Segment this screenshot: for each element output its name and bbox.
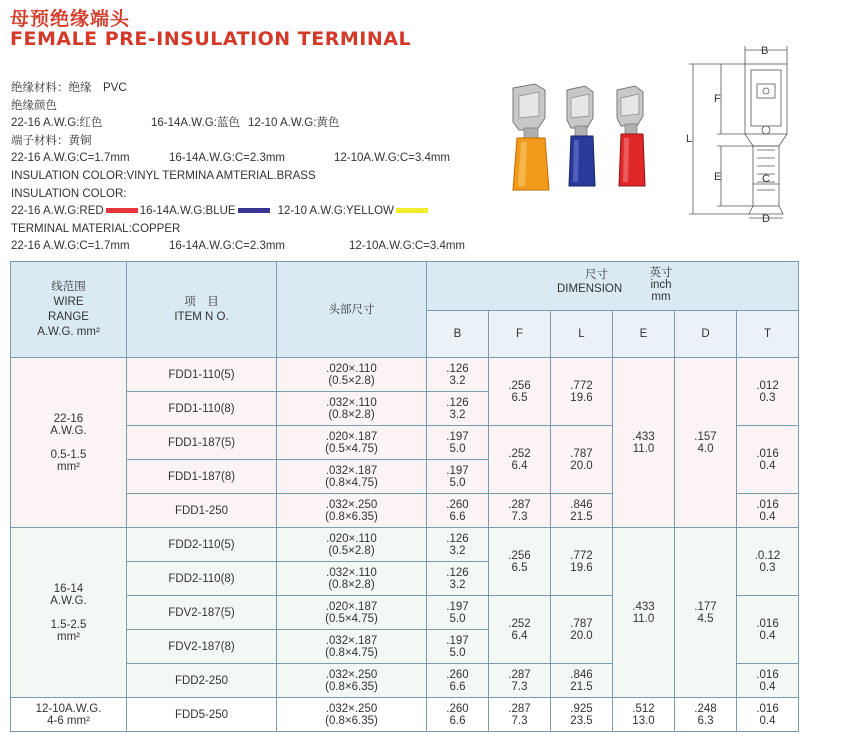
dim-f-cell: .287 7.3 (489, 494, 551, 528)
dim-f-cell: .287 7.3 (489, 698, 551, 732)
dim-t-cell: .016 0.4 (737, 596, 799, 664)
item-no-cell: FDD1-187(8) (127, 460, 277, 494)
head-size-cell: .020×.187 (0.5×4.75) (277, 596, 427, 630)
spec-cn-material: 绝缘材料：绝缘 PVC (11, 82, 127, 94)
head-size-cell: .032×.110 (0.8×2.8) (277, 562, 427, 596)
dim-l-cell: .772 19.6 (551, 358, 613, 426)
dim-l-cell: .787 20.0 (551, 426, 613, 494)
spec-cn-terminal: 端子材料：黄铜 (11, 134, 92, 147)
spec-en-material: INSULATION COLOR:VINYL TERMINA AMTERIAL.BRASS (11, 169, 316, 182)
drawing-label-e: E (714, 171, 722, 183)
spec-cn-color-2: 12-10 A.W.G:黄色 (248, 117, 340, 130)
header-col-l: L (551, 311, 613, 358)
head-size-cell: .032×.110 (0.8×2.8) (277, 392, 427, 426)
head-size-cell: .020×.110 (0.5×2.8) (277, 358, 427, 392)
spec-cn-color-0: 22-16 A.W.G:红色 (11, 117, 103, 130)
yellow-color-swatch (396, 208, 428, 213)
dim-e-cell: .433 11.0 (613, 528, 675, 698)
dim-t-cell: .016 0.4 (737, 494, 799, 528)
head-size-cell: .032×.250 (0.8×6.35) (277, 664, 427, 698)
item-no-cell: FDV2-187(5) (127, 596, 277, 630)
spec-en-color-title: INSULATION COLOR: (11, 187, 127, 200)
dim-b-cell: .197 5.0 (427, 630, 489, 664)
table-row (11, 528, 799, 562)
spec-table (10, 261, 799, 732)
dim-f-cell: .256 6.5 (489, 528, 551, 596)
header-dimension (427, 262, 799, 311)
header-unit: 英寸 inch mm (649, 267, 673, 303)
dim-b-cell: .197 5.0 (427, 426, 489, 460)
dim-f-cell: .252 6.4 (489, 596, 551, 664)
page-title-english: FEMALE PRE-INSULATION TERMINAL (10, 28, 412, 50)
spec-en-color-blue: 16-14A.W.G:BLUE (139, 205, 236, 218)
item-no-cell: FDD2-250 (127, 664, 277, 698)
spec-cn-c-2: 12-10A.W.G:C=3.4mm (334, 152, 450, 165)
dim-d-cell: .177 4.5 (675, 528, 737, 698)
dim-b-cell: .126 3.2 (427, 528, 489, 562)
dim-t-cell: .016 0.4 (737, 664, 799, 698)
table-row (11, 698, 799, 732)
header-col-b: B (427, 311, 489, 358)
terminal-product-photo (505, 78, 675, 193)
dim-b-cell: .260 6.6 (427, 664, 489, 698)
orange-terminal-image (513, 84, 549, 190)
header-col-t: T (737, 311, 799, 358)
dim-b-cell: .126 3.2 (427, 392, 489, 426)
spec-cn-colors (11, 115, 501, 133)
dim-t-cell: .016 0.4 (737, 698, 799, 732)
wire-range-cell: 12-10A.W.G. 4-6 mm² (11, 698, 127, 732)
header-col-f: F (489, 311, 551, 358)
red-color-swatch (106, 208, 138, 213)
dim-e-cell: .433 11.0 (613, 358, 675, 528)
dim-b-cell: .197 5.0 (427, 596, 489, 630)
item-no-cell: FDD1-187(5) (127, 426, 277, 460)
spec-en-c-1: 16-14A.W.G:C=2.3mm (169, 240, 285, 253)
spec-en-color-yellow: 12-10 A.W.G:YELLOW (277, 205, 394, 218)
dim-f-cell: .252 6.4 (489, 426, 551, 494)
dim-t-cell: .016 0.4 (737, 426, 799, 494)
spec-cn-color-title: 绝缘颜色 (11, 99, 57, 112)
spec-en-c-2: 12-10A.W.G:C=3.4mm (349, 240, 465, 253)
spec-en-colors (11, 203, 501, 221)
item-no-cell: FDD2-110(8) (127, 562, 277, 596)
spec-en-c (11, 238, 501, 256)
dim-l-cell: .925 23.5 (551, 698, 613, 732)
dim-e-cell: .512 13.0 (613, 698, 675, 732)
dim-f-cell: .287 7.3 (489, 664, 551, 698)
drawing-label-b: B (761, 45, 769, 57)
head-size-cell: .032×.187 (0.8×4.75) (277, 460, 427, 494)
dim-b-cell: .197 5.0 (427, 460, 489, 494)
material-specs (11, 80, 501, 256)
header-wire-range: 线范围 WIRE RANGE A.W.G. mm² (11, 262, 127, 358)
dim-b-cell: .260 6.6 (427, 494, 489, 528)
spec-cn-color-1: 16-14A.W.G:蓝色 (151, 117, 240, 130)
header-dimension-en: DIMENSION (557, 283, 623, 295)
blue-terminal-image (567, 86, 595, 186)
header-col-e: E (613, 311, 675, 358)
drawing-label-f: F (714, 93, 721, 105)
dim-t-cell: .0.12 0.3 (737, 528, 799, 596)
dim-t-cell: .012 0.3 (737, 358, 799, 426)
dim-l-cell: .787 20.0 (551, 596, 613, 664)
dim-l-cell: .846 21.5 (551, 494, 613, 528)
head-size-cell: .032×.187 (0.8×4.75) (277, 630, 427, 664)
header-item-no: 项 目 ITEM N O. (127, 262, 277, 358)
drawing-label-c: C (762, 173, 770, 185)
spec-cn-c-1: 16-14A.W.G:C=2.3mm (169, 152, 285, 165)
dim-f-cell: .256 6.5 (489, 358, 551, 426)
item-no-cell: FDD5-250 (127, 698, 277, 732)
head-size-cell: .020×.187 (0.5×4.75) (277, 426, 427, 460)
spec-en-c-0: 22-16 A.W.G:C=1.7mm (11, 240, 130, 253)
spec-cn-c (11, 150, 501, 168)
header-col-d: D (675, 311, 737, 358)
header-dimension-cn: 尺寸 (585, 269, 608, 281)
red-terminal-image (617, 86, 645, 186)
spec-en-color-red: 22-16 A.W.G:RED (11, 205, 104, 218)
blue-color-swatch (238, 208, 270, 213)
dim-b-cell: .126 3.2 (427, 358, 489, 392)
drawing-label-d: D (762, 213, 770, 222)
item-no-cell: FDD1-110(5) (127, 358, 277, 392)
dim-l-cell: .772 19.6 (551, 528, 613, 596)
page-title-chinese: 母预绝缘端头 (10, 8, 131, 30)
wire-range-cell: 16-14 A.W.G. 1.5-2.5 mm² (11, 528, 127, 698)
item-no-cell: FDV2-187(8) (127, 630, 277, 664)
item-no-cell: FDD1-110(8) (127, 392, 277, 426)
item-no-cell: FDD2-110(5) (127, 528, 277, 562)
head-size-cell: .020×.110 (0.5×2.8) (277, 528, 427, 562)
table-row (11, 358, 799, 392)
dim-d-cell: .248 6.3 (675, 698, 737, 732)
drawing-label-l: L (686, 133, 693, 145)
item-no-cell: FDD1-250 (127, 494, 277, 528)
spec-en-terminal: TERMINAL MATERIAL:COPPER (11, 222, 181, 235)
dim-b-cell: .260 6.6 (427, 698, 489, 732)
spec-cn-c-0: 22-16 A.W.G:C=1.7mm (11, 152, 130, 165)
wire-range-cell: 22-16 A.W.G. 0.5-1.5 mm² (11, 358, 127, 528)
terminal-dimension-drawing (685, 42, 805, 222)
dim-d-cell: .157 4.0 (675, 358, 737, 528)
head-size-cell: .032×.250 (0.8×6.35) (277, 494, 427, 528)
head-size-cell: .032×.250 (0.8×6.35) (277, 698, 427, 732)
dim-l-cell: .846 21.5 (551, 664, 613, 698)
header-head-size: 头部尺寸 (277, 262, 427, 358)
dim-b-cell: .126 3.2 (427, 562, 489, 596)
